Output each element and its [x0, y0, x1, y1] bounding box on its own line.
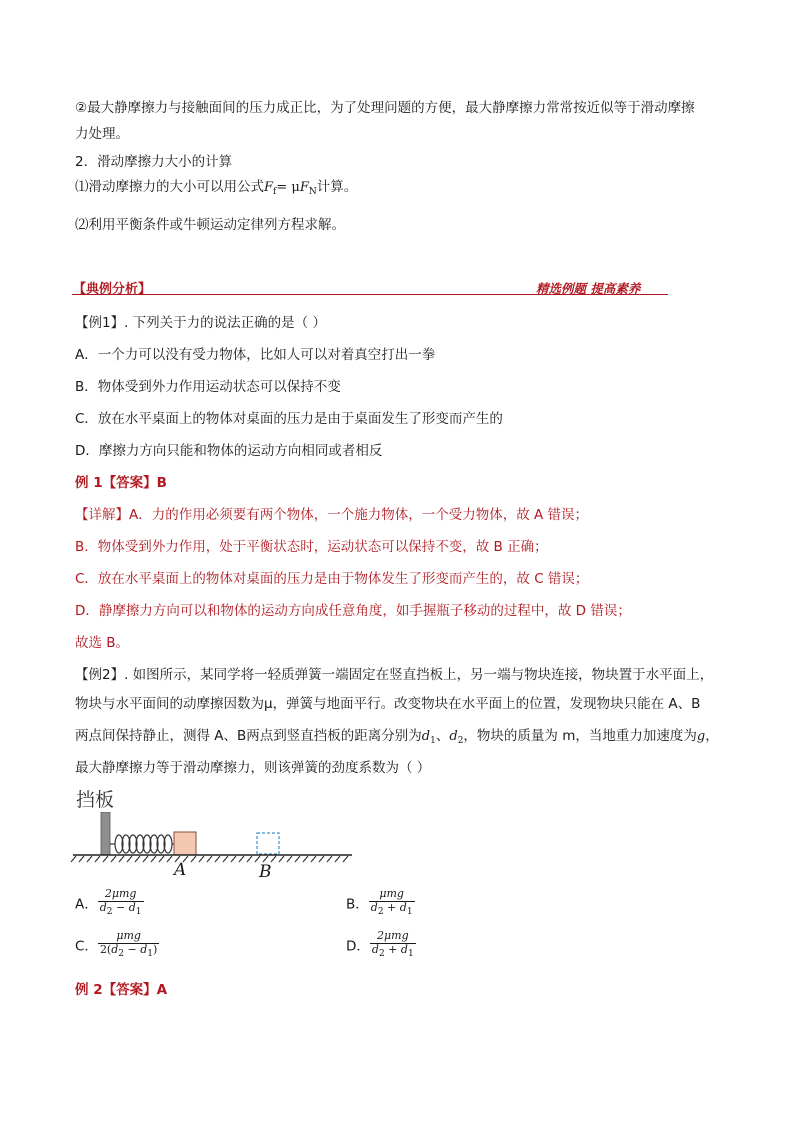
section-header-left: 【典例分析】 — [73, 282, 152, 297]
section-2-title: 2．滑动摩擦力大小的计算 — [75, 154, 233, 170]
example-2-answer: 例 2【答案】A — [75, 982, 168, 998]
example-2-line-1: 【例2】. 如图所示，某同学将一轻质弹簧一端固定在竖直挡板上，另一端与物块连接，物块置于水平面上， — [75, 667, 714, 683]
example-2-line-3: 两点间保持静止，测得 A、B两点到竖直挡板的距离分别为$d_1$、$d_2$，物块的质量为 m，当地重力加速度为g， — [75, 728, 719, 746]
example-1-detail-c: C．放在水平桌面上的物体对桌面的压力是由于物体发生了形变而产生的，故 C 错误； — [75, 571, 589, 587]
spring — [110, 835, 174, 853]
formula-item-1 — [75, 175, 357, 197]
intro-line-2: 力处理。 — [75, 126, 129, 142]
intro-line-1: ②最大静摩擦力与接触面间的压力成正比，为了处理问题的方便，最大静摩擦力常常按近似等于滑动摩擦 — [75, 100, 695, 116]
example-1-conclusion: 故选 B。 — [75, 635, 130, 651]
example-1-detail-a: 【详解】A．力的作用必须要有两个物体，一个施力物体，一个受力物体，故 A 错误； — [75, 507, 589, 523]
example-2-option-a: A． $\frac{\text{2μmg}}{d_2 - d_1}$ — [75, 887, 142, 917]
example-1-detail-d: D．静摩擦力方向可以和物体的运动方向成任意角度，如手握瓶子移动的过程中，故 D 错误； — [75, 603, 631, 619]
example-1-option-d: D．摩擦力方向只能和物体的运动方向相同或者相反 — [75, 443, 383, 459]
point-a-label: A — [174, 860, 187, 880]
formula-item-2: ⑵利用平衡条件或牛顿运动定律列方程求解。 — [75, 217, 345, 233]
example-1-detail-b: B．物体受到外力作用，处于平衡状态时，运动状态可以保持不变，故 B 正确； — [75, 539, 548, 555]
example-1-answer: 例 1【答案】B — [75, 475, 167, 491]
example-2-option-c: C． $\frac{\text{μmg}}{2(d_2 - d_1)}$ — [75, 929, 158, 959]
friction-formula: $F_f= \mu F_N$ — [264, 180, 317, 197]
example-1-option-c: C．放在水平桌面上的物体对桌面的压力是由于桌面发生了形变而产生的 — [75, 411, 503, 427]
example-2-option-d: D． $\frac{\text{2μmg}}{d_2 + d_1}$ — [346, 929, 414, 959]
example-2-line-2: 物块与水平面间的动摩擦因数为μ，弹簧与地面平行。改变物块在水平面上的位置，发现物块只能在 A、B — [75, 696, 701, 712]
section-header-right: 精选例题 提高素养 — [536, 281, 641, 296]
example-2-line-4: 最大静摩擦力等于滑动摩擦力，则该弹簧的劲度系数为（ ） — [75, 760, 431, 776]
formula-item-1-suffix: 计算。 — [316, 179, 358, 195]
example-1-option-b: B．物体受到外力作用运动状态可以保持不变 — [75, 379, 341, 395]
example-1-question: 【例1】. 下列关于力的说法正确的是（ ） — [75, 315, 326, 331]
ground-hatch — [71, 856, 348, 862]
header-rule — [72, 294, 668, 295]
point-b-label: B — [259, 862, 272, 882]
board-label: 挡板 — [76, 789, 115, 811]
block-a — [174, 832, 196, 855]
spring-block-figure — [70, 812, 355, 882]
formula-item-1-prefix: ⑴滑动摩擦力的大小可以用公式 — [75, 179, 264, 195]
example-1-option-a: A．一个力可以没有受力物体，比如人可以对着真空打出一拳 — [75, 347, 436, 363]
board — [101, 812, 110, 855]
block-b-dashed — [257, 833, 279, 854]
example-2-option-b: B． $\frac{\text{μmg}}{d_2 + d_1}$ — [346, 887, 413, 917]
